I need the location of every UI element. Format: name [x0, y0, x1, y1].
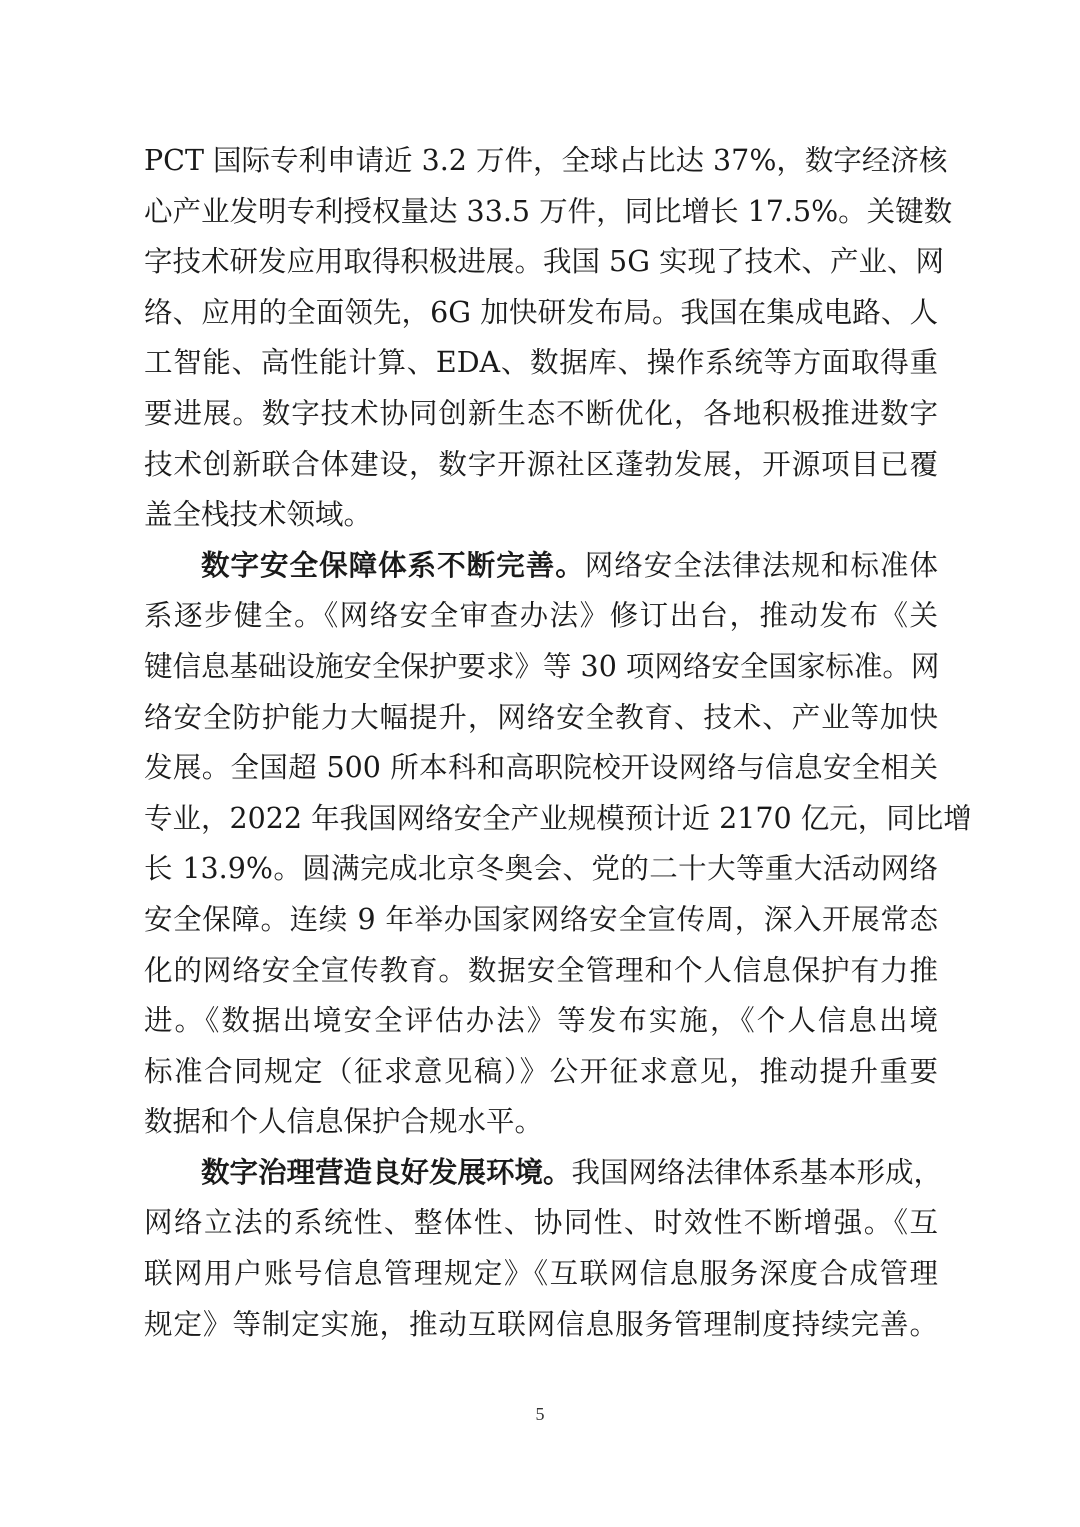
text-line: 规定》等制定实施，推动互联网信息服务管理制度持续完善。 [144, 1307, 938, 1341]
paragraph-heading: 数字安全保障体系不断完善。 [201, 548, 585, 582]
paragraph-heading: 数字治理营造良好发展环境。 [201, 1155, 572, 1189]
paragraph-text: 网络安全法律法规和标准体 [584, 548, 938, 582]
text-line: 要进展。数字技术协同创新生态不断优化，各地积极推进数字 [144, 396, 938, 430]
paragraph-text: 我国网络法律体系基本形成， [571, 1155, 943, 1189]
text-line: 联网用户账号信息管理规定》《互联网信息服务深度合成管理 [144, 1257, 938, 1291]
text-line: 键信息基础设施安全保护要求》等 30 项网络安全国家标准。网 [144, 649, 940, 683]
text-line: 网络立法的系统性、整体性、协同性、时效性不断增强。《互 [144, 1206, 938, 1240]
text-line: PCT 国际专利申请近 3.2 万件，全球占比达 37%，数字经济核 [144, 144, 948, 177]
body-text [144, 136, 972, 1350]
text-line: 盖全栈技术领域。 [144, 498, 373, 532]
text-line: 络安全防护能力大幅提升，网络安全教育、技术、产业等加快 [144, 700, 938, 734]
text-line: 专业，2022 年我国网络安全产业规模预计近 2170 亿元，同比增 [144, 801, 972, 835]
text-line: 发展。全国超 500 所本科和高职院校开设网络与信息安全相关 [144, 751, 938, 785]
text-line: 工智能、高性能计算、EDA、数据库、操作系统等方面取得重 [144, 346, 938, 380]
text-line: 数据和个人信息保护合规水平。 [144, 1105, 544, 1139]
text-line: 字技术研发应用取得积极进展。我国 5G 实现了技术、产业、网 [144, 245, 945, 279]
text-line: 安全保障。连续 9 年举办国家网络安全宣传周，深入开展常态 [144, 902, 938, 936]
paragraph-first-line [144, 541, 938, 592]
text-line: 心产业发明专利授权量达 33.5 万件，同比增长 17.5%。关键数 [144, 194, 953, 228]
paragraph-security [144, 541, 972, 1148]
text-line: 技术创新联合体建设，数字开源社区蓬勃发展，开源项目已覆 [144, 447, 938, 481]
text-line: 化的网络安全宣传教育。数据安全管理和个人信息保护有力推 [144, 953, 938, 987]
page-number: 5 [535, 1404, 545, 1424]
text-line: 系逐步健全。《网络安全审查办法》修订出台，推动发布《关 [144, 599, 938, 633]
text-line: 进。《数据出境安全评估办法》等发布实施，《个人信息出境 [144, 1004, 938, 1038]
text-line: 标准合同规定（征求意见稿）》公开征求意见，推动提升重要 [144, 1054, 938, 1088]
paragraph-innovation [144, 136, 953, 541]
paragraph-governance [144, 1148, 943, 1350]
text-line: 络、应用的全面领先，6G 加快研发布局。我国在集成电路、人 [144, 295, 938, 329]
text-line: 长 13.9%。圆满完成北京冬奥会、党的二十大等重大活动网络 [144, 852, 938, 886]
paragraph-first-line [144, 1148, 943, 1199]
